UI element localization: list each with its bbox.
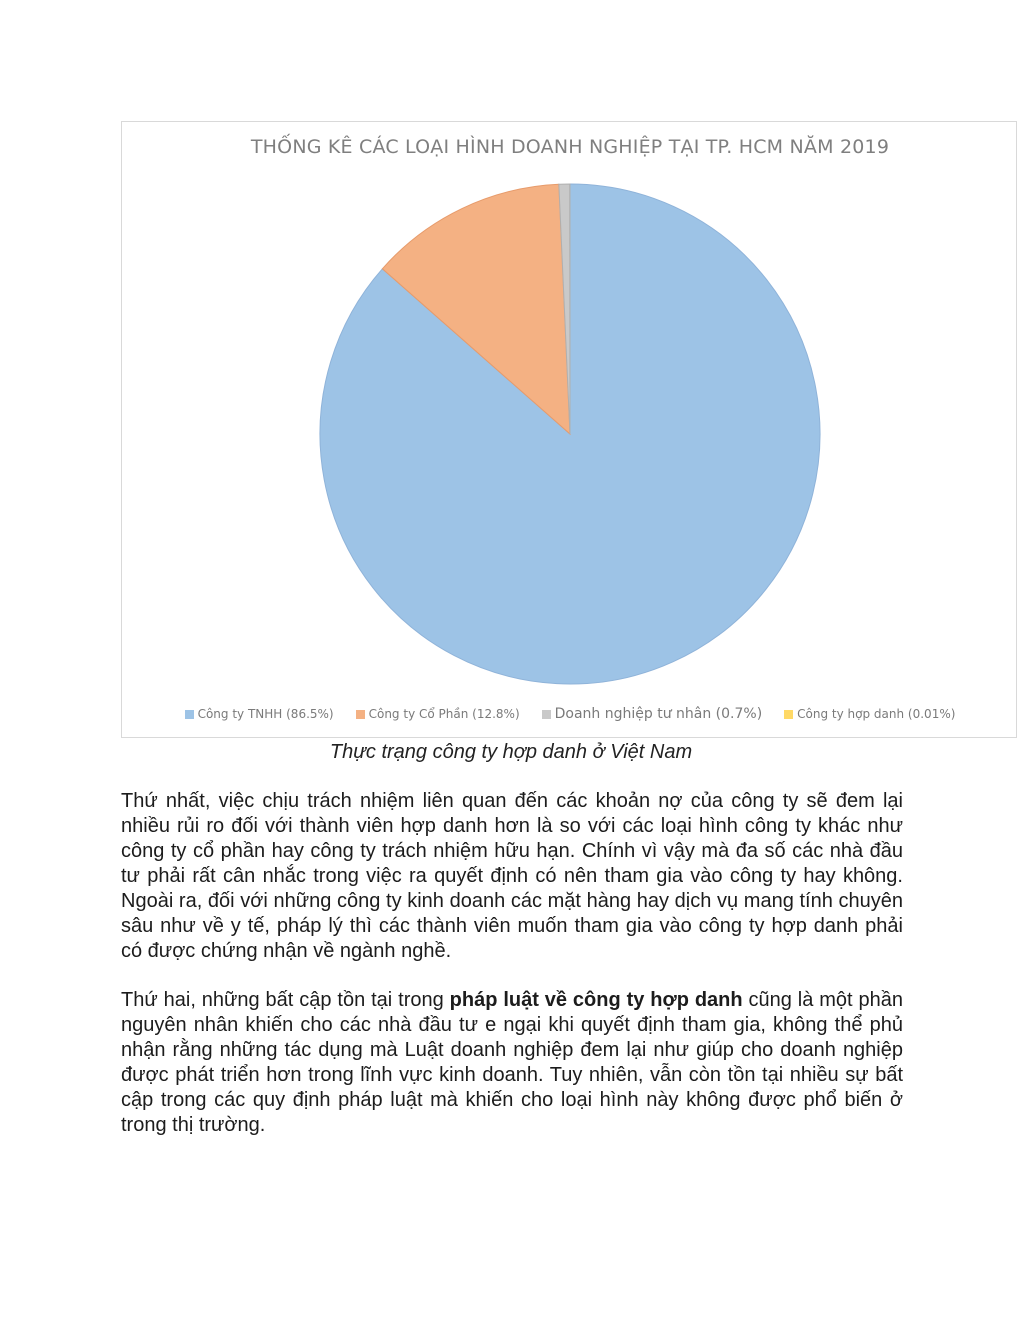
legend-label: Doanh nghiệp tư nhân (0.7%) (554, 706, 763, 722)
legend-swatch (542, 710, 551, 719)
caption-text: Thực trạng công ty hợp danh ở Việt Nam (329, 741, 693, 763)
legend-item (185, 706, 334, 722)
legend-item (542, 706, 763, 722)
legend-label: Công ty Cổ Phần (12.8%) (368, 707, 520, 721)
paragraph-2-bold-phrase: pháp luật về công ty hợp danh (449, 989, 743, 1011)
legend-label: Công ty TNHH (86.5%) (197, 707, 334, 721)
chart-title: THỐNG KÊ CÁC LOẠI HÌNH DOANH NGHIỆP TẠI TP. HCM NĂM 2019 (250, 136, 890, 158)
legend-item (356, 706, 520, 722)
paragraph-2-text-start: Thứ hai, những bất cập tồn tại trong (121, 989, 450, 1011)
paragraph-2 (121, 988, 903, 1138)
legend-swatch (356, 710, 365, 719)
chart-figure (121, 121, 1017, 738)
legend-item (784, 706, 955, 722)
legend-label: Công ty hợp danh (0.01%) (797, 707, 956, 721)
paragraph-2-text-end: cũng là một phần nguyên nhân khiến cho các nhà đầu tư e ngại khi quyết định tham gia, không thể phủ nhận rằng những tác dụng mà Luật doanh nghiệp đem lại như giúp cho doanh nghiệp được phát triển hơn trong lĩnh vực kinh doanh. Tuy nhiên, vẫn còn tồn tại nhiều sự bất cập trong các quy định pháp luật mà khiến cho loại hình này không được phổ biến ở trong thị trường. (121, 989, 904, 1136)
figure-caption (0, 741, 1024, 764)
paragraph-1: Thứ nhất, việc chịu trách nhiệm liên quan đến các khoản nợ của công ty sẽ đem lại nhiều rủi ro đối với thành viên hợp danh hơn là so với các loại hình công ty khác như công ty cổ phần hay công ty trách nhiệm hữu hạn. Chính vì vậy mà đa số các nhà đầu tư phải rất cân nhắc trong việc ra quyết định có nên tham gia vào công ty hay không. Ngoài ra, đối với những công ty kinh doanh các mặt hàng hay dịch vụ mang tính chuyên sâu như về y tế, pháp lý thì các thành viên muốn tham gia vào công ty hợp danh phải có được chứng nhận về ngành nghề. (121, 790, 903, 962)
pie-chart (122, 122, 1018, 702)
legend-swatch (784, 710, 793, 719)
chart-legend (122, 706, 1018, 722)
legend-swatch (185, 710, 194, 719)
